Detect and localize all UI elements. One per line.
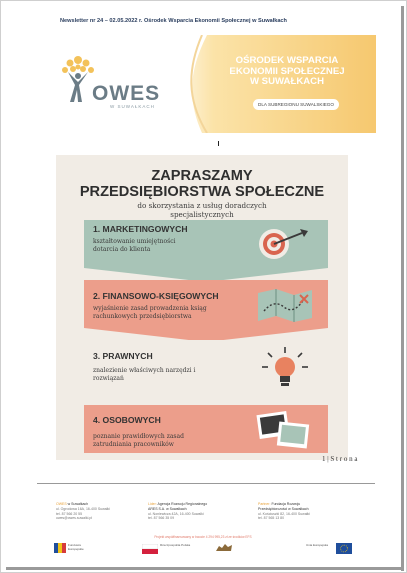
- footer-partner: [258, 502, 310, 521]
- funding-note: Projekt współfinansowany w kwocie 4 294 995,23 zł ze środków EFS: [154, 535, 252, 539]
- footer-partner-address: ul. Kościuszki 82, 16-400 Suwałki: [258, 511, 310, 516]
- footer-owes-address: ul. Ogrodowa 16A, 16-400 Suwałki: [56, 506, 110, 511]
- item-2-desc-line-2: rachunkowych przedsiębiorstwa: [93, 312, 192, 320]
- footer-divider: [37, 483, 375, 484]
- item-2-description: [93, 305, 207, 320]
- item-2-heading: 2. FINANSOWO-KSIĘGOWYCH: [93, 291, 219, 301]
- footer-leader-phone: tel. 87 566 35 09: [148, 516, 175, 521]
- rp-flag-icon: [142, 544, 158, 554]
- footer-partner-prefix: Partner:: [258, 502, 272, 506]
- banner-title: [212, 56, 362, 88]
- item-3-description: [93, 367, 195, 382]
- item-3-desc-line-1: znalezienie właściwych narzędzi i: [93, 367, 196, 374]
- footer-leader-name: Agencja Rozwoju Regionalnego: [157, 502, 208, 506]
- poster-title-line-1: ZAPRASZAMY: [151, 168, 253, 184]
- footer-owes: [56, 502, 110, 521]
- item-4-description: [93, 433, 184, 448]
- banner-title-line-1: OŚRODEK WSPARCIA: [235, 55, 339, 66]
- services-poster: [56, 155, 348, 460]
- footer-owes-name: OWES: [56, 502, 67, 506]
- photos-icon: [252, 409, 314, 451]
- podlaskie-logo-icon: [214, 542, 234, 554]
- lightbulb-icon: [260, 345, 310, 389]
- item-1-desc-line-1: kształtowanie umiejętności: [93, 238, 176, 245]
- banner-title-line-2: EKONOMII SPOŁECZNEJ: [229, 65, 345, 77]
- page-shadow-right: [401, 6, 404, 571]
- target-icon: [252, 227, 312, 261]
- ue-logo-text: Unia Europejska: [306, 543, 329, 547]
- footer-partner-name-2: Przedsiębiorczości w Suwałkach: [258, 506, 309, 511]
- poster-subtitle: [56, 201, 348, 219]
- map-icon: [256, 287, 314, 323]
- cursor-mark: [218, 141, 219, 146]
- page-shadow-bottom: [6, 567, 404, 570]
- item-1-heading: 1. MARKETINGOWYCH: [93, 224, 188, 234]
- item-3-heading: 3. PRAWNYCH: [93, 351, 153, 361]
- footer-leader-name-2: ARES S.A. w Suwałkach: [148, 506, 187, 511]
- footer-leader-address: ul. Noniewicza 42A, 16-400 Suwałki: [148, 511, 204, 516]
- footer-owes-name-rest: w Suwałkach: [66, 502, 89, 506]
- footer-leader-prefix: Lider:: [148, 502, 158, 506]
- poster-subtitle-line-1: do skorzystania z usług doradczych: [137, 201, 267, 210]
- owes-logo-text: OWES: [92, 82, 161, 105]
- footer-owes-phone: tel. 87 566 20 55: [56, 511, 83, 516]
- newsletter-header: Newsletter nr 24 – 02.05.2022 r. Ośrodek Wsparcia Ekonomii Społecznej w Suwałkach: [60, 18, 287, 24]
- eu-flag-icon: [336, 543, 352, 554]
- item-4-heading: 4. OSOBOWYCH: [93, 415, 161, 425]
- footer-partner-name: Fundacja Rozwoju: [271, 502, 301, 506]
- item-4-desc-line-2: zatrudniania pracowników: [93, 440, 174, 448]
- banner-title-line-3: W SUWAŁKACH: [249, 76, 325, 87]
- fe-logo-text: Fundusze Europejskie: [68, 543, 84, 551]
- item-4-desc-line-1: poznanie prawidłowych zasad: [93, 433, 184, 440]
- footer-owes-email: owes@owes.suwalki.pl: [56, 516, 93, 521]
- item-3-desc-line-2: rozwiązań: [93, 374, 124, 382]
- footer-leader: [148, 502, 207, 521]
- poster-title-line-2: PRZEDSIĘBIORSTWA SPOŁECZNE: [79, 183, 325, 200]
- item-1-desc-line-2: dotarcia do klienta: [93, 245, 151, 253]
- poster-title: [56, 169, 348, 201]
- item-2-desc-line-1: wyjaśnienie zasad prowadzenia ksiąg: [93, 305, 207, 312]
- region-badge: DLA SUBREGIONU SUWALSKIEGO: [253, 99, 339, 110]
- item-1-description: [93, 238, 175, 253]
- owes-logo-subtext: W SUWAŁKACH: [110, 104, 155, 109]
- footer-partner-phone: tel. 87 565 13 80: [258, 516, 285, 521]
- rp-logo-text: Rzeczpospolita Polska: [160, 543, 191, 547]
- fe-logo-icon: [54, 543, 66, 553]
- page-number: 1 | S t r o n a: [322, 455, 358, 463]
- poster-subtitle-line-2: specjalistycznych: [170, 210, 234, 219]
